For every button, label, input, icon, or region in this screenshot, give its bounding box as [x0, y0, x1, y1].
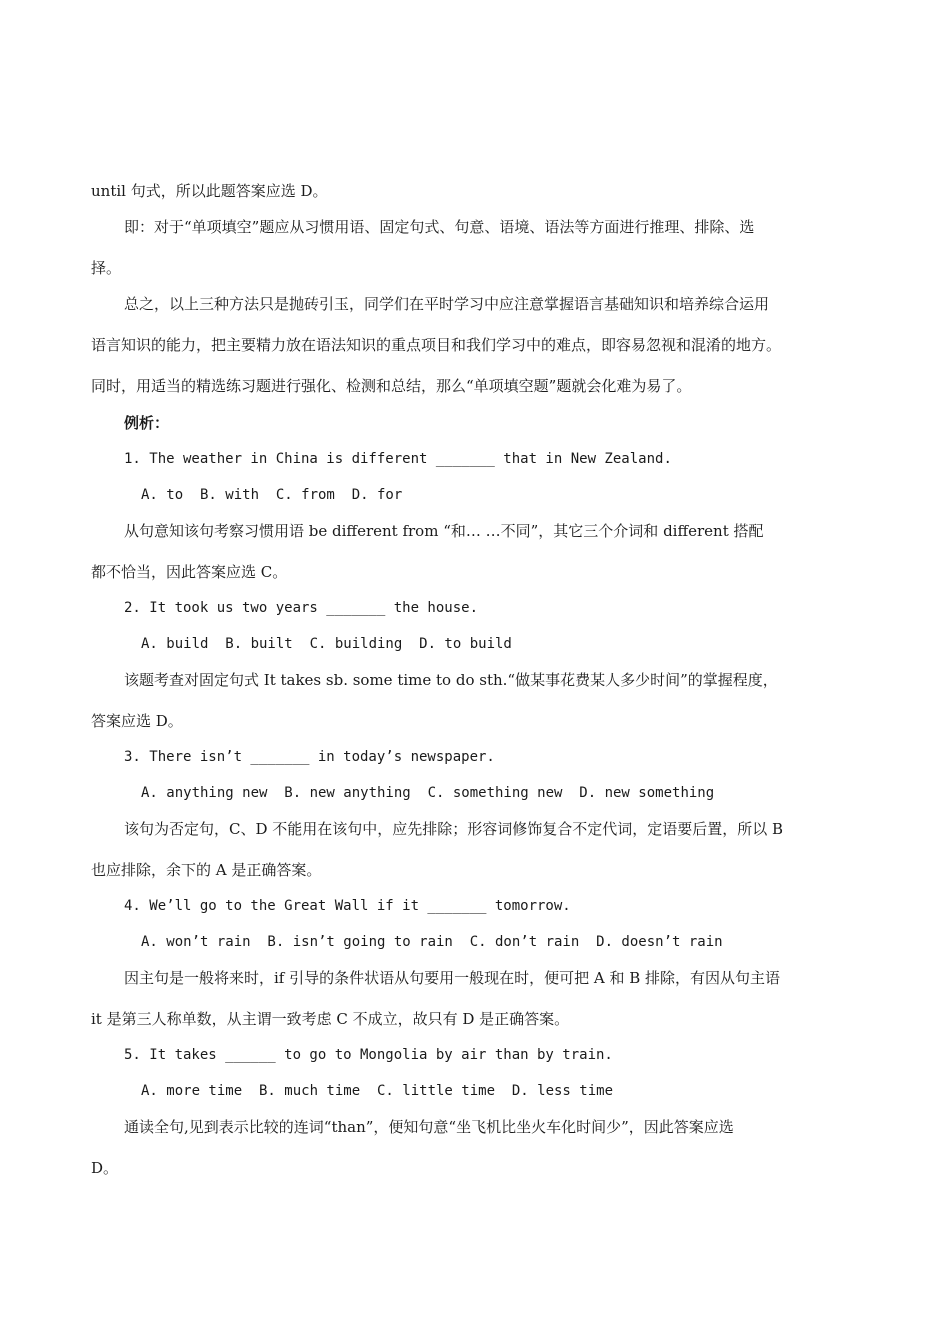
question-3: 3. There isn’t _______ in today’s newspaper. — [124, 749, 495, 765]
question-2-explanation: 该题考查对固定句式 It takes sb. some time to do sth.“做某事花费某人多少时间”的掌握程度， — [124, 671, 778, 689]
body-text: 总之，以上三种方法只是抛砖引玉，同学们在平时学习中应注意掌握语言基础知识和培养综合运用 — [124, 295, 770, 313]
question-4-explanation: 因主句是一般将来时，if 引导的条件状语从句要用一般现在时，便可把 A 和 B 排除，有因从句主语 — [124, 969, 781, 987]
question-5: 5. It takes ______ to go to Mongolia by air than by train. — [124, 1047, 613, 1063]
question-4: 4. We’ll go to the Great Wall if it _______ tomorrow. — [124, 898, 571, 914]
body-text: 择。 — [91, 259, 122, 277]
question-1-options: A. to B. with C. from D. for — [141, 487, 403, 503]
question-4-explanation: it 是第三人称单数，从主谓一致考虑 C 不成立，故只有 D 是正确答案。 — [91, 1010, 570, 1028]
question-1-explanation: 都不恰当，因此答案应选 C。 — [91, 563, 288, 581]
question-1: 1. The weather in China is different _______ that in New Zealand. — [124, 451, 672, 467]
question-2: 2. It took us two years _______ the house. — [124, 600, 479, 616]
body-text: 同时，用适当的精选练习题进行强化、检测和总结，那么“单项填空题”题就会化难为易了。 — [91, 377, 692, 395]
question-5-explanation: D。 — [91, 1159, 119, 1177]
body-text: 即：对于“单项填空”题应从习惯用语、固定句式、句意、语境、语法等方面进行推理、排除、选 — [124, 218, 755, 236]
question-5-explanation: 通读全句,见到表示比较的连词“than”，便知句意“坐飞机比坐火车化时间少”，因此答案应选 — [124, 1118, 734, 1136]
section-heading: 例析： — [124, 414, 170, 432]
body-text: 语言知识的能力，把主要精力放在语法知识的重点项目和我们学习中的难点，即容易忽视和混淆的地方。 — [91, 336, 782, 354]
question-3-explanation: 也应排除，余下的 A 是正确答案。 — [91, 861, 322, 879]
question-5-options: A. more time B. much time C. little time D. less time — [141, 1083, 614, 1099]
question-3-options: A. anything new B. new anything C. something new D. new something — [141, 785, 715, 801]
question-1-explanation: 从句意知该句考察习惯用语 be different from “和… …不同”，其它三个介词和 different 搭配 — [124, 522, 764, 540]
question-2-options: A. build B. built C. building D. to build — [141, 636, 512, 652]
body-text: until 句式，所以此题答案应选 D。 — [91, 182, 328, 200]
question-3-explanation: 该句为否定句，C、D 不能用在该句中，应先排除；形容词修饰复合不定代词，定语要后置，所以 B — [124, 820, 784, 838]
question-2-explanation: 答案应选 D。 — [91, 712, 183, 730]
question-4-options: A. won’t rain B. isn’t going to rain C. don’t rain D. doesn’t rain — [141, 934, 723, 950]
